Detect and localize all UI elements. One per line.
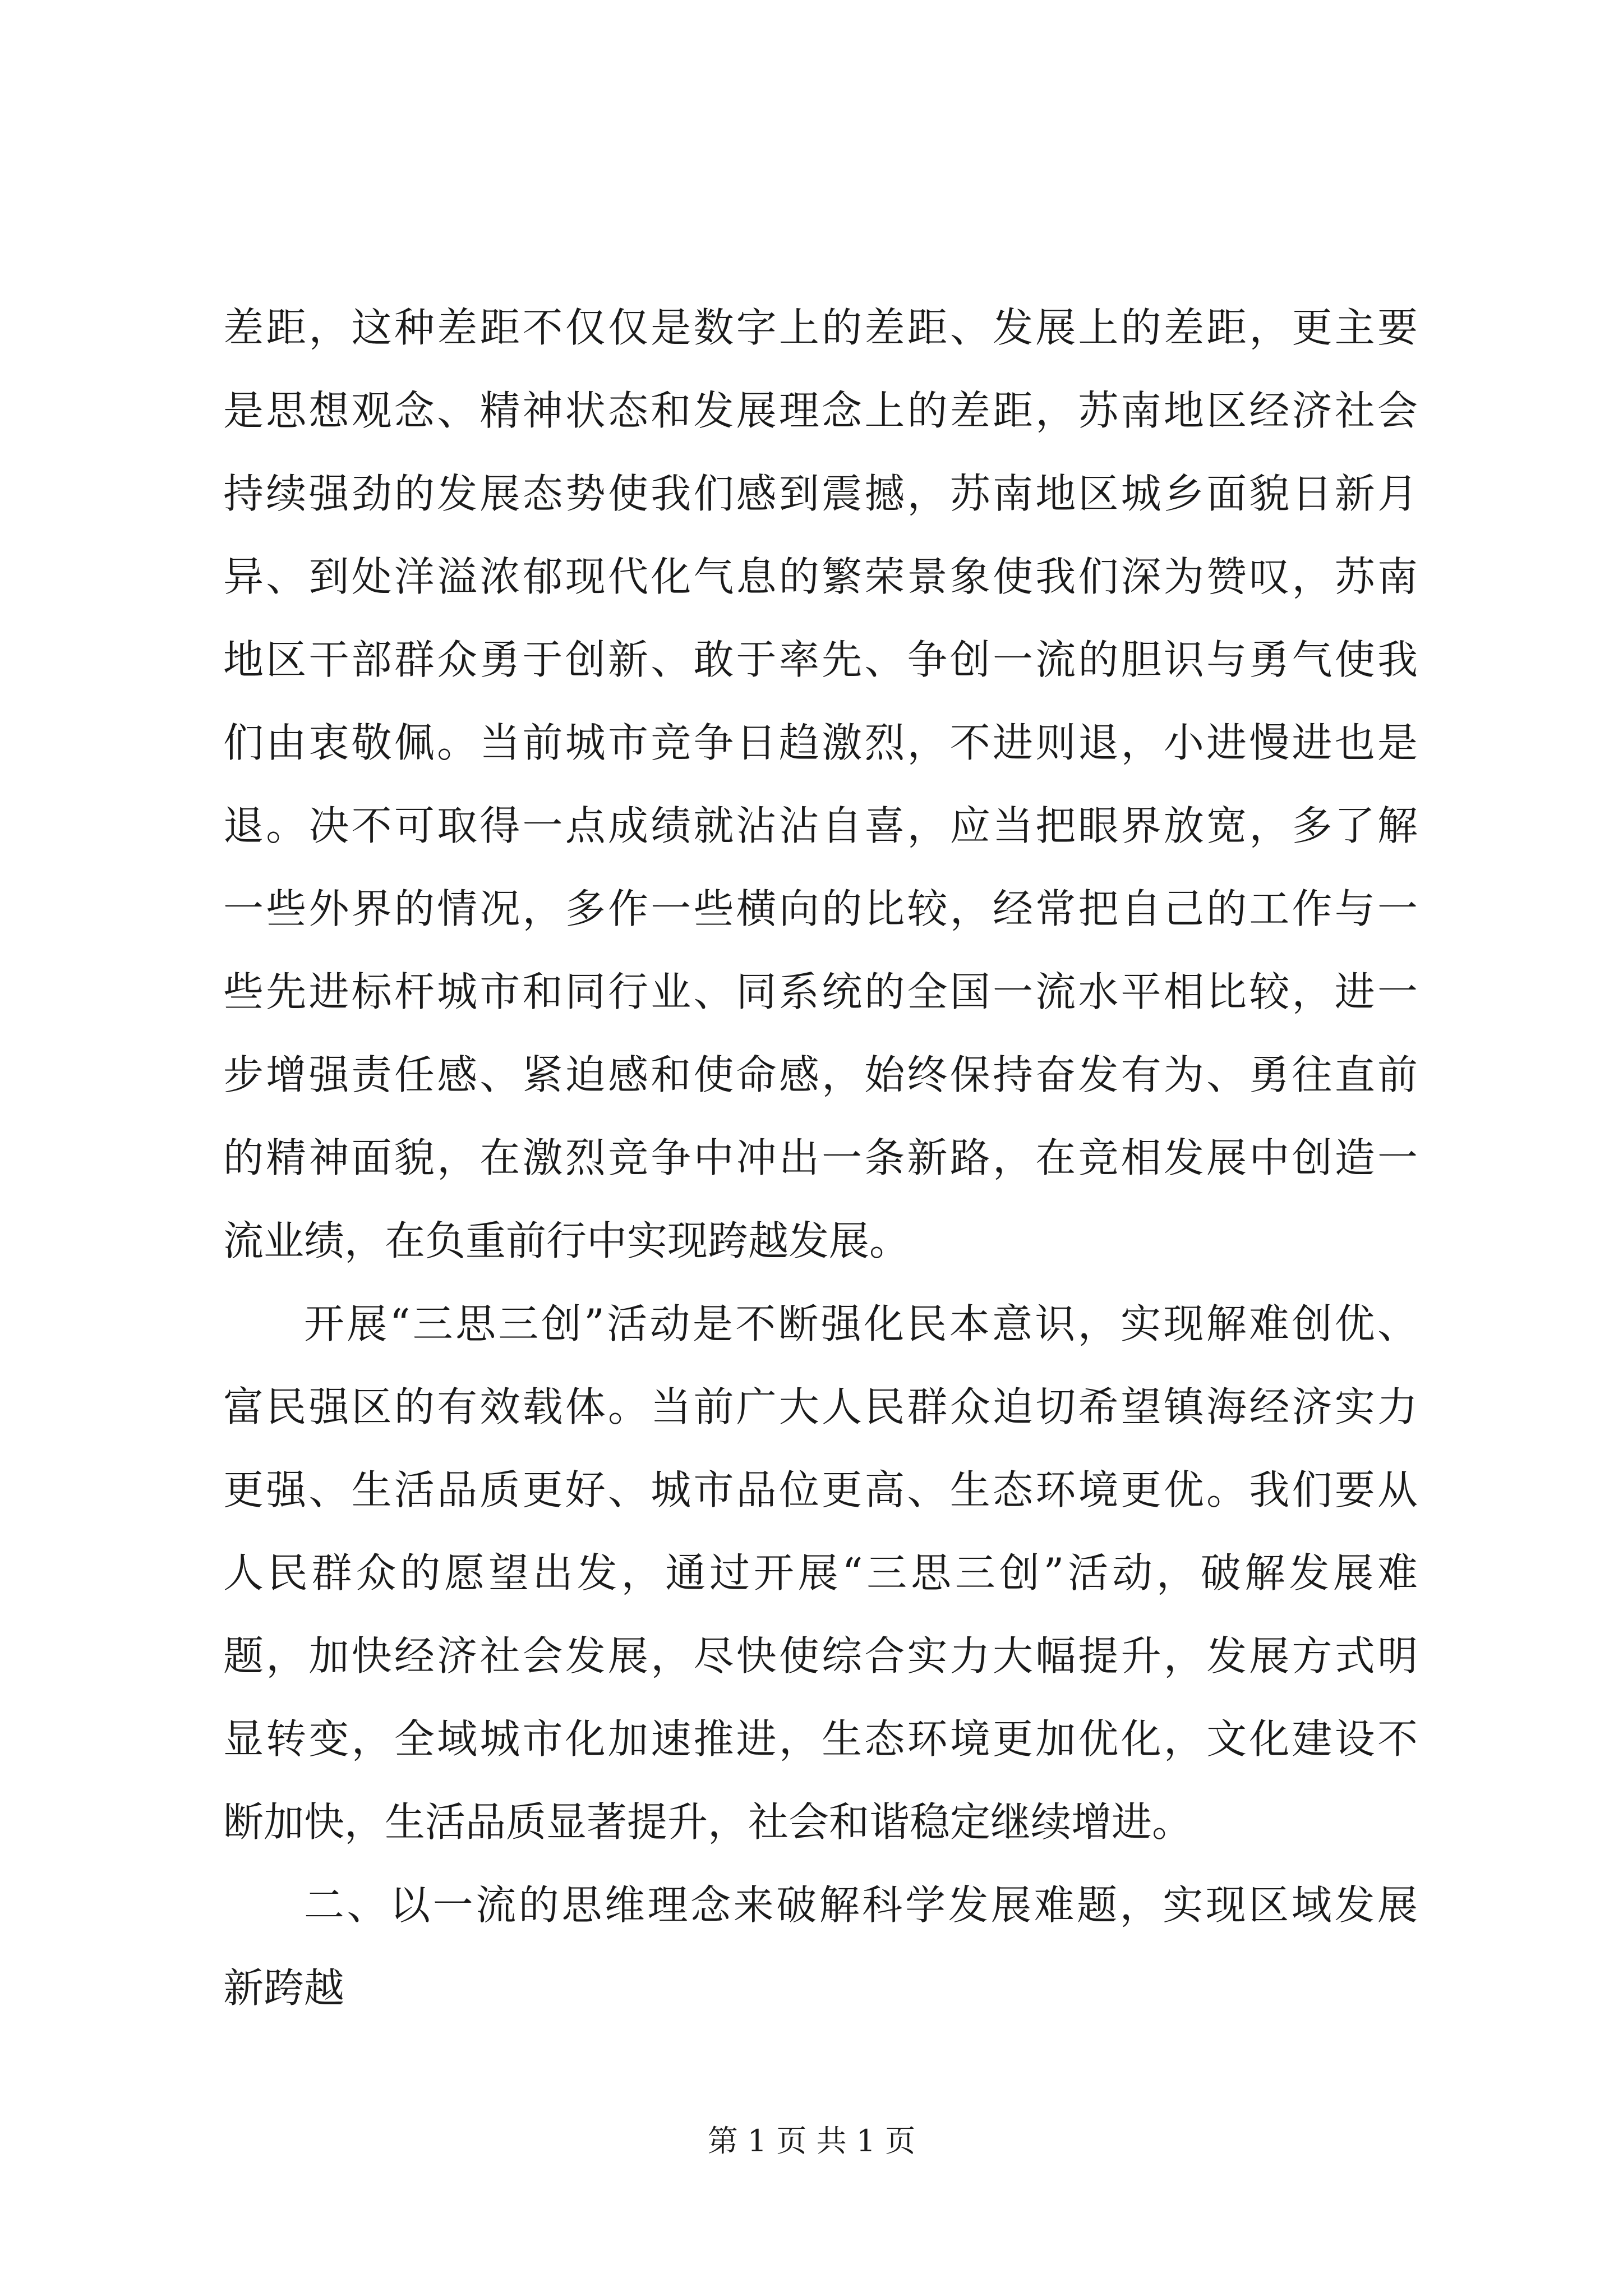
text-line: 持续强劲的发展态势使我们感到震撼，苏南地区城乡面貌日新月 bbox=[223, 470, 1418, 517]
heading-line: 新跨越 bbox=[223, 1964, 345, 2012]
text-line: 富民强区的有效载体。当前广大人民群众迫切希望镇海经济实力 bbox=[223, 1383, 1418, 1430]
text-line: 一些外界的情况，多作一些横向的比较，经常把自己的工作与一 bbox=[223, 885, 1418, 932]
text-line: 差距，这种差距不仅仅是数字上的差距、发展上的差距，更主要 bbox=[223, 304, 1418, 351]
page-footer bbox=[0, 2122, 1623, 2161]
text-line: 题，加快经济社会发展，尽快使综合实力大幅提升，发展方式明 bbox=[223, 1632, 1418, 1680]
section-heading bbox=[223, 1864, 1418, 2030]
text-line: 的精神面貌，在激烈竞争中冲出一条新路，在竞相发展中创造一 bbox=[223, 1134, 1418, 1181]
text-line: 是思想观念、精神状态和发展理念上的差距，苏南地区经济社会 bbox=[223, 387, 1418, 434]
text-line: 更强、生活品质更好、城市品位更高、生态环境更优。我们要从 bbox=[223, 1466, 1418, 1513]
text-line: 人民群众的愿望出发，通过开展“三思三创”活动，破解发展难 bbox=[223, 1549, 1418, 1596]
heading-line: 二、以一流的思维理念来破解科学发展难题，实现区域发展 bbox=[304, 1881, 1418, 1929]
text-line: 退。决不可取得一点成绩就沾沾自喜，应当把眼界放宽，多了解 bbox=[223, 802, 1418, 849]
paragraph-2 bbox=[223, 1282, 1418, 1864]
text-line: 断加快，生活品质显著提升，社会和谐稳定继续增进。 bbox=[223, 1798, 1193, 1846]
document-body bbox=[223, 286, 1418, 2030]
text-line: 流业绩，在负重前行中实现跨越发展。 bbox=[223, 1217, 910, 1264]
paragraph-1 bbox=[223, 286, 1418, 1282]
text-line: 地区干部群众勇于创新、敢于率先、争创一流的胆识与勇气使我 bbox=[223, 636, 1418, 683]
text-line: 们由衷敬佩。当前城市竞争日趋激烈，不进则退，小进慢进也是 bbox=[223, 719, 1418, 766]
text-line: 显转变，全域城市化加速推进，生态环境更加优化，文化建设不 bbox=[223, 1715, 1418, 1763]
text-line: 些先进标杆城市和同行业、同系统的全国一流水平相比较，进一 bbox=[223, 968, 1418, 1015]
text-line: 开展“三思三创”活动是不断强化民本意识，实现解难创优、 bbox=[304, 1300, 1418, 1347]
page-number-label: 第 1 页 共 1 页 bbox=[707, 2123, 916, 2159]
text-line: 步增强责任感、紧迫感和使命感，始终保持奋发有为、勇往直前 bbox=[223, 1051, 1418, 1098]
text-line: 异、到处洋溢浓郁现代化气息的繁荣景象使我们深为赞叹，苏南 bbox=[223, 553, 1418, 600]
